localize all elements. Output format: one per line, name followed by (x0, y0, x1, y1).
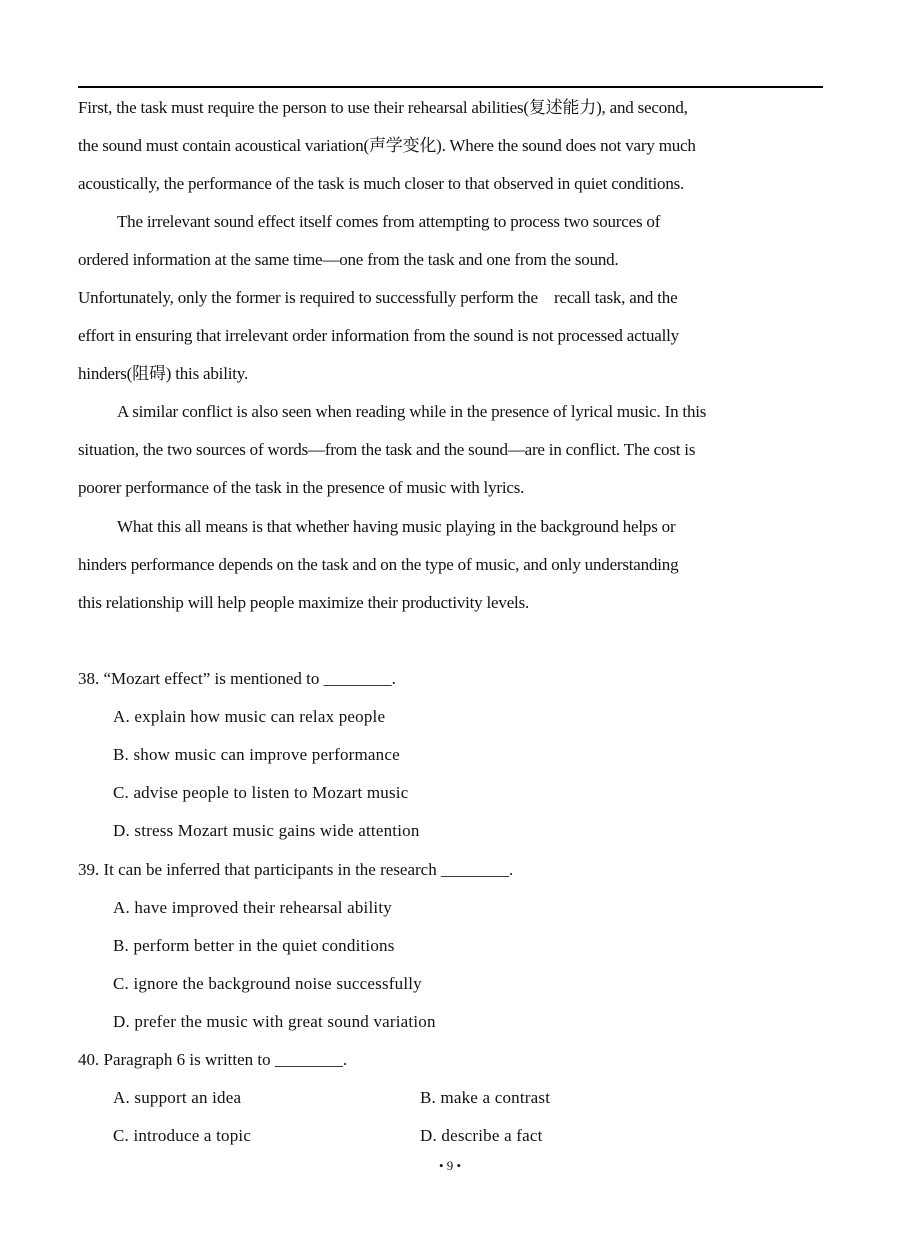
option-a: A. have improved their rehearsal ability (113, 898, 392, 917)
header-rule (78, 86, 823, 88)
passage-line: poorer performance of the task in the presence of music with lyrics. (78, 478, 525, 497)
option-b: B. make a contrast (420, 1088, 551, 1107)
option-c: C. introduce a topic (113, 1126, 252, 1145)
passage-line: What this all means is that whether having music playing in the background helps or (117, 517, 676, 536)
question-stem: 39. It can be inferred that participants in the research ________. (78, 860, 514, 879)
option-d: D. describe a fact (420, 1126, 543, 1145)
passage-line: The irrelevant sound effect itself comes from attempting to process two sources of (117, 212, 661, 231)
passage-line: Unfortunately, only the former is required to successfully perform the recall task, and the (78, 288, 678, 307)
question-stem: 38. “Mozart effect” is mentioned to ________. (78, 669, 396, 688)
option-d: D. stress Mozart music gains wide attention (113, 821, 420, 840)
passage-line: ordered information at the same time—one from the task and one from the sound. (78, 250, 619, 269)
passage-line: A similar conflict is also seen when reading while in the presence of lyrical music. In this (117, 402, 707, 421)
option-c: C. ignore the background noise successfully (113, 974, 422, 993)
option-b: B. perform better in the quiet conditions (113, 936, 395, 955)
passage-line: hinders(阻碍) this ability. (78, 364, 249, 383)
page-number: • 9 • (438, 1158, 462, 1173)
passage-line: this relationship will help people maximize their productivity levels. (78, 593, 530, 612)
passage-line: First, the task must require the person to use their rehearsal abilities(复述能力), and second, (78, 98, 688, 117)
passage-line: the sound must contain acoustical variation(声学变化). Where the sound does not vary much (78, 136, 696, 155)
passage-line: effort in ensuring that irrelevant order information from the sound is not processed actually (78, 326, 679, 345)
option-a: A. support an idea (113, 1088, 242, 1107)
option-a: A. explain how music can relax people (113, 707, 386, 726)
option-d: D. prefer the music with great sound variation (113, 1012, 436, 1031)
option-c: C. advise people to listen to Mozart music (113, 783, 409, 802)
option-b: B. show music can improve performance (113, 745, 400, 764)
passage-line: acoustically, the performance of the task is much closer to that observed in quiet conditions. (78, 174, 685, 193)
passage-line: situation, the two sources of words—from the task and the sound—are in conflict. The cost is (78, 440, 696, 459)
question-stem: 40. Paragraph 6 is written to ________. (78, 1050, 348, 1069)
passage-line: hinders performance depends on the task and on the type of music, and only understanding (78, 555, 679, 574)
